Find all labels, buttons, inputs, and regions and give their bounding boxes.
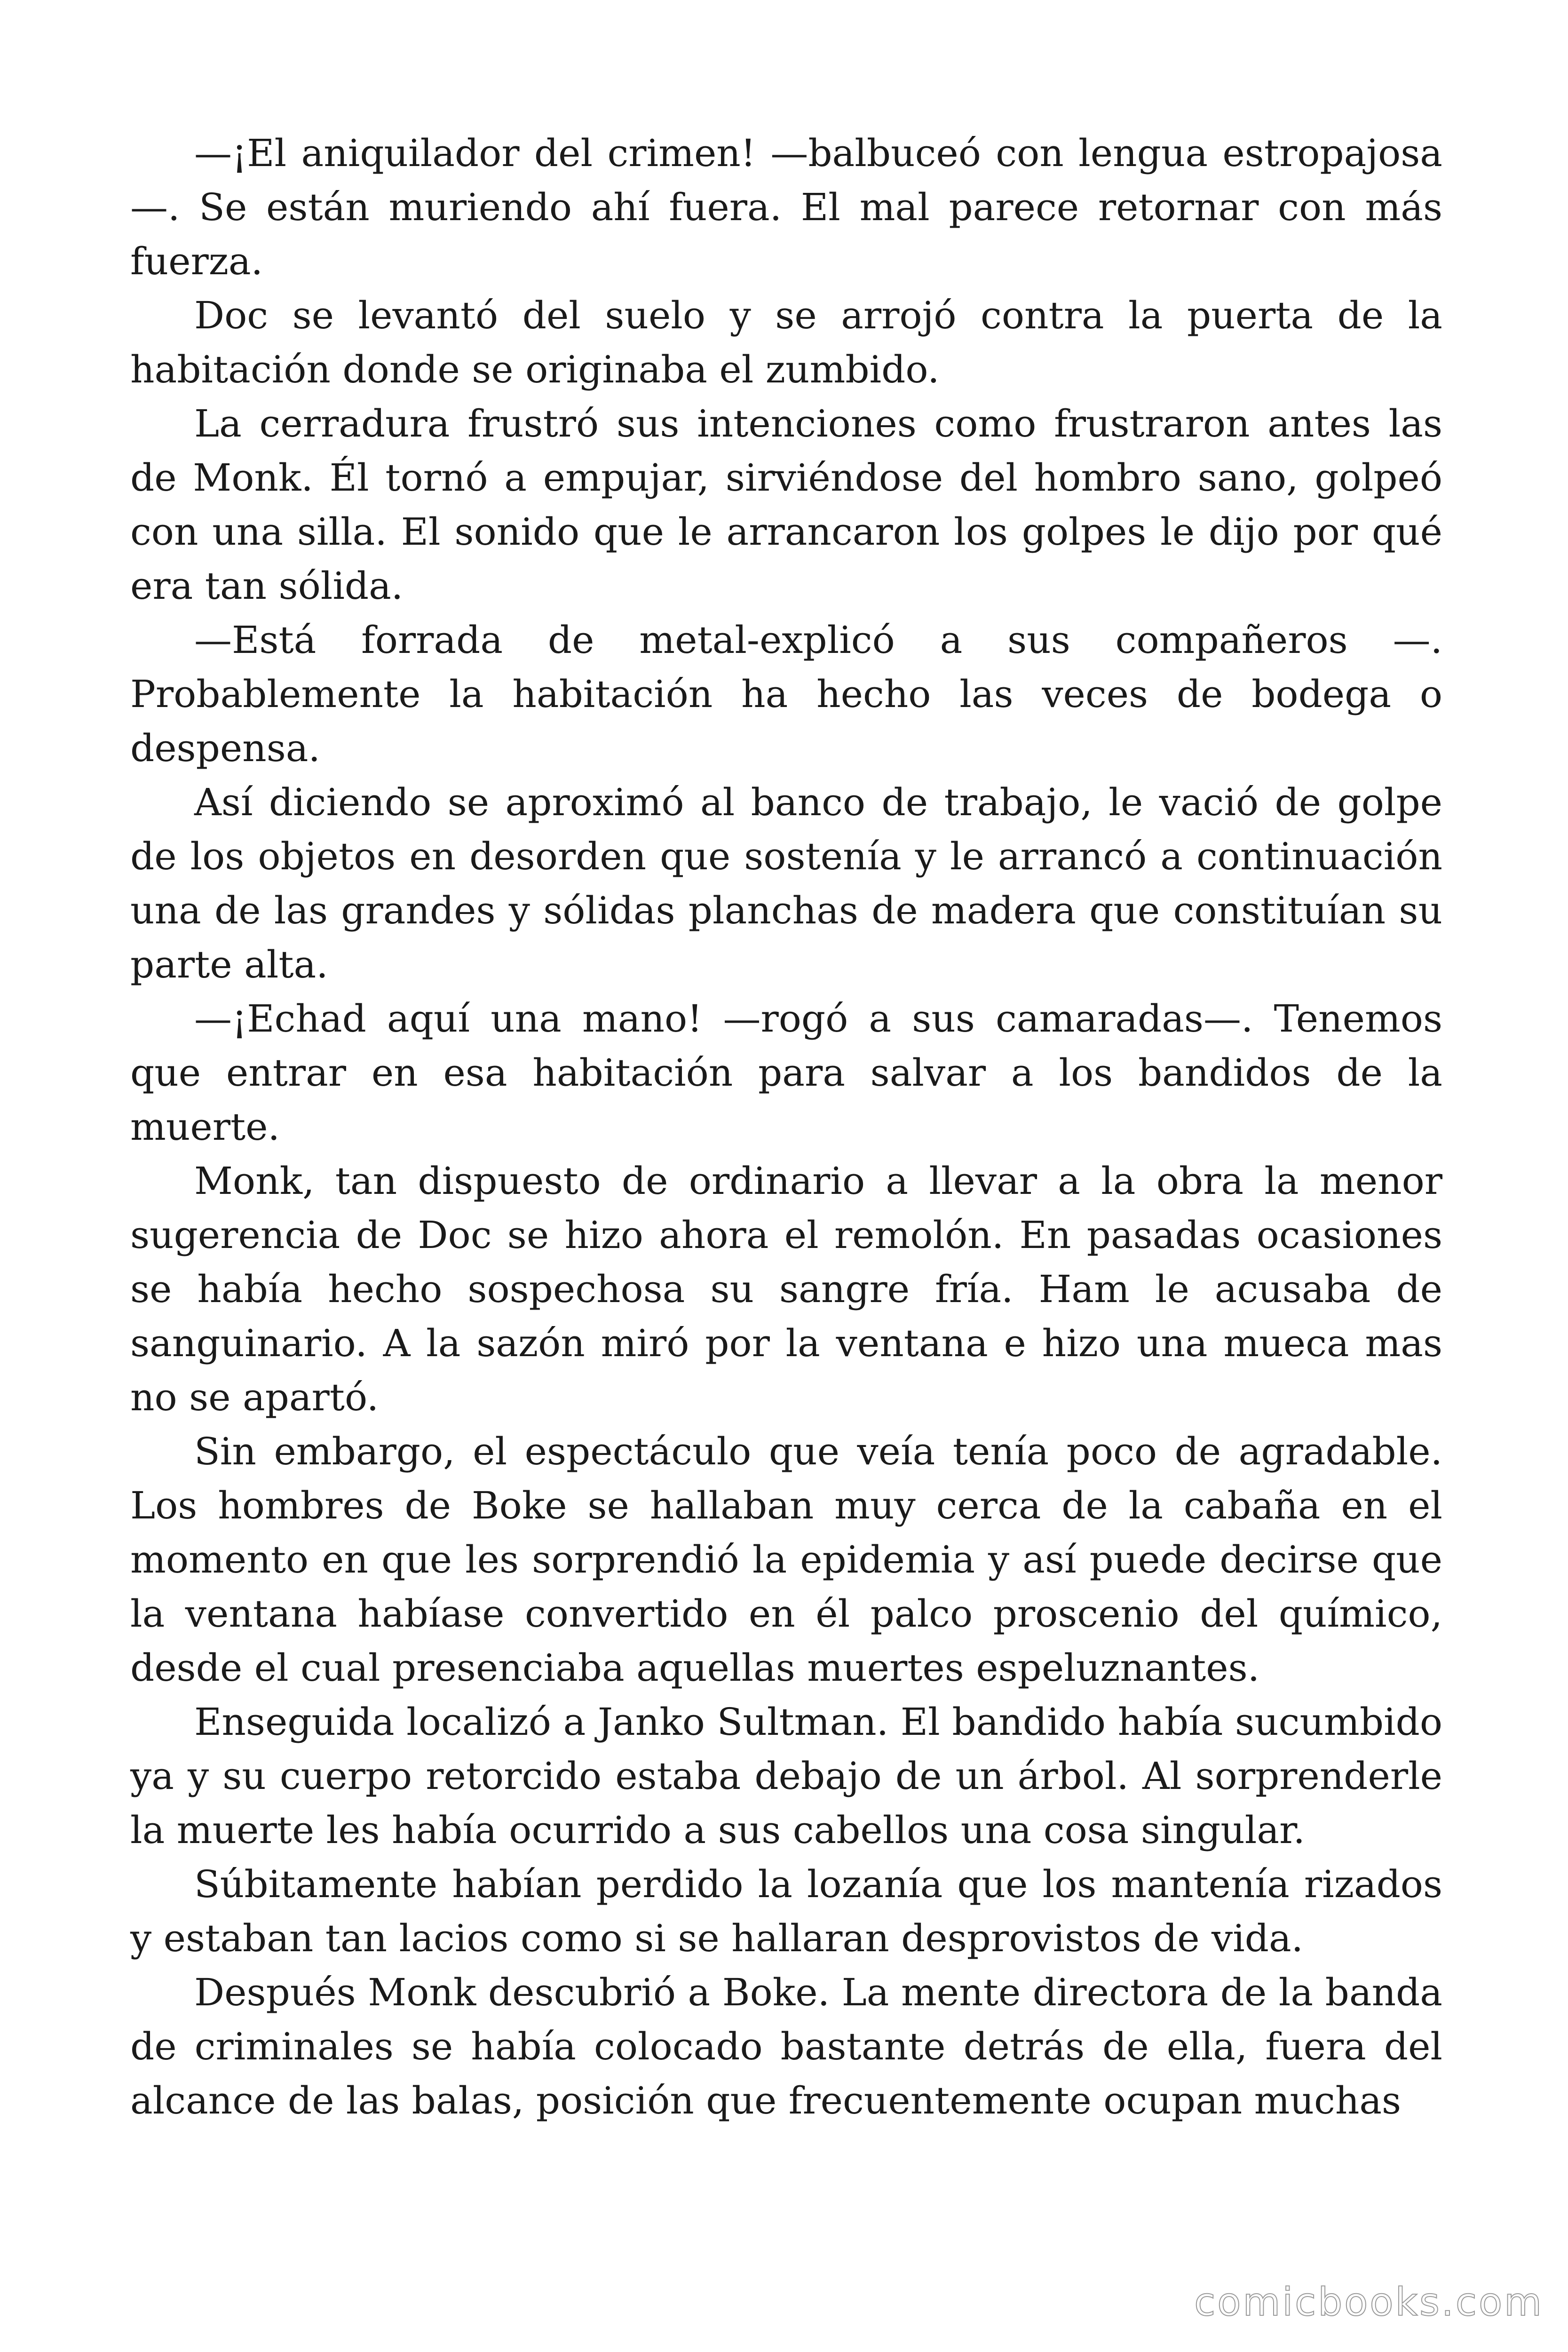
paragraph: —Está forrada de metal-explicó a sus compañeros —. Probablemente la habitación ha hecho las veces de bodega o despensa.: [130, 618, 1442, 770]
body-text: [130, 126, 1442, 2128]
paragraph: —¡Echad aquí una mano! —rogó a sus camaradas—. Tenemos que entrar en esa habitación para salvar a los bandidos de la muerte.: [130, 997, 1442, 1149]
paragraph: Monk, tan dispuesto de ordinario a llevar a la obra la menor sugerencia de Doc se hizo ahora el remolón. En pasadas ocasiones se había hecho sospechosa su sangre fría. Ham le acusaba de sanguinario. A la sazón miró por la ventana e hizo una mueca mas no se apartó.: [130, 1159, 1442, 1419]
paragraph: Enseguida localizó a Janko Sultman. El bandido había sucumbido ya y su cuerpo retorcido estaba debajo de un árbol. Al sorprenderle la muerte les había ocurrido a sus cabellos una cosa singular.: [130, 1700, 1442, 1852]
paragraph: Doc se levantó del suelo y se arrojó contra la puerta de la habitación donde se originaba el zumbido.: [130, 294, 1442, 391]
paragraph: Después Monk descubrió a Boke. La mente directora de la banda de criminales se había colocado bastante detrás de ella, fuera del alcance de las balas, posición que frecuentemente ocupan muchas: [130, 1971, 1442, 2122]
paragraph: Así diciendo se aproximó al banco de trabajo, le vació de golpe de los objetos en desorden que sostenía y le arrancó a continuación una de las grandes y sólidas planchas de madera que constituían su parte alta.: [130, 780, 1442, 986]
paragraph: La cerradura frustró sus intenciones como frustraron antes las de Monk. Él tornó a empujar, sirviéndose del hombro sano, golpeó con una silla. El sonido que le arrancaron los golpes le dijo por qué era tan sólida.: [130, 402, 1442, 608]
watermark: comicbooks.com: [1194, 2280, 1544, 2325]
paragraph: —¡El aniquilador del crimen! —balbuceó con lengua estropajosa —. Se están muriendo ahí fuera. El mal parece retornar con más fuerza.: [130, 131, 1442, 283]
paragraph: Sin embargo, el espectáculo que veía tenía poco de agradable. Los hombres de Boke se hallaban muy cerca de la cabaña en el momento en que les sorprendió la epidemia y así puede decirse que la ventana habíase convertido en él palco proscenio del químico, desde el cual presenciaba aquellas muertes espeluznantes.: [130, 1430, 1442, 1690]
paragraph: Súbitamente habían perdido la lozanía que los mantenía rizados y estaban tan lacios como si se hallaran desprovistos de vida.: [130, 1862, 1442, 1960]
